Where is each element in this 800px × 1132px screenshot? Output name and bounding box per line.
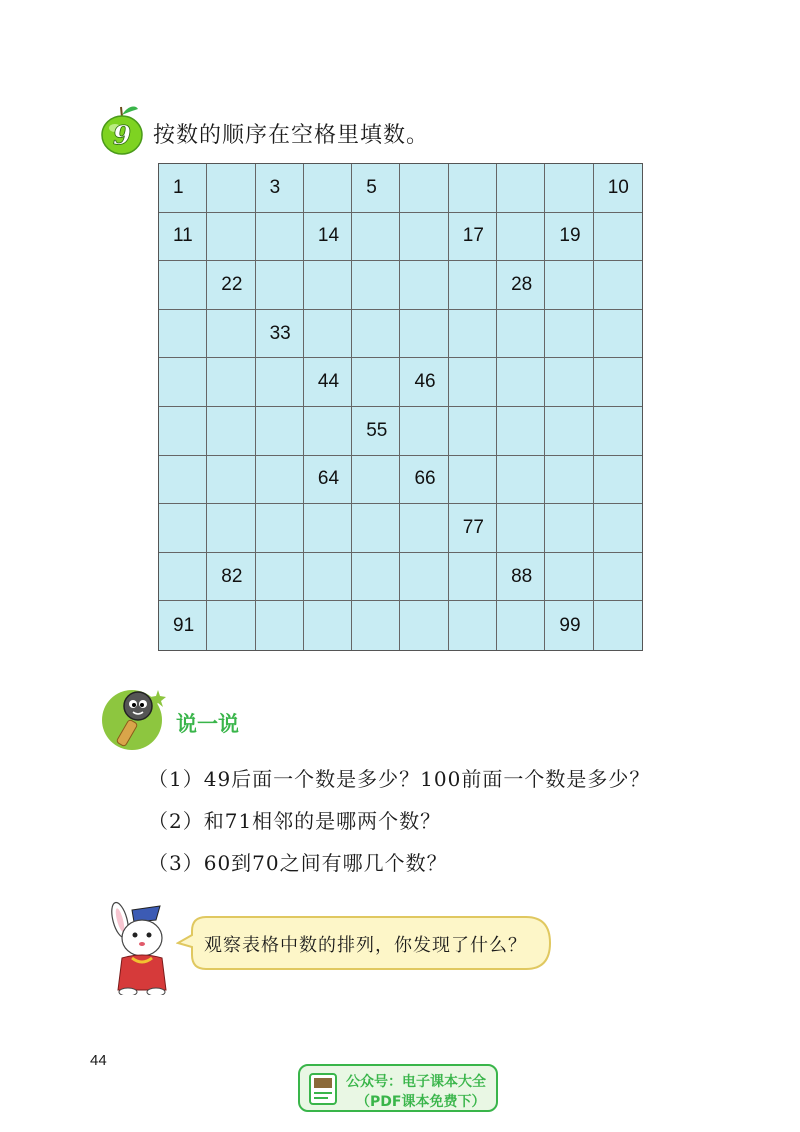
grid-cell — [256, 553, 304, 602]
grid-cell — [304, 164, 352, 213]
grid-cell — [545, 310, 593, 359]
grid-cell — [159, 310, 207, 359]
grid-cell — [304, 553, 352, 602]
grid-cell — [256, 504, 304, 553]
apple-number-icon — [100, 103, 144, 157]
grid-cell — [594, 601, 642, 650]
problem-number: 9 — [112, 121, 132, 151]
grid-cell — [449, 456, 497, 505]
grid-cell — [449, 261, 497, 310]
problem-instruction: 按数的顺序在空格里填数。 — [153, 123, 430, 148]
grid-cell — [497, 407, 545, 456]
grid-cell: 77 — [449, 504, 497, 553]
grid-cell: 17 — [449, 213, 497, 262]
grid-cell — [352, 261, 400, 310]
page-number: 44 — [90, 1052, 107, 1069]
grid-cell — [594, 358, 642, 407]
bubble-text: 观察表格中数的排列，你发现了什么？ — [204, 935, 527, 956]
grid-cell — [256, 456, 304, 505]
grid-cell: 88 — [497, 553, 545, 602]
grid-cell — [545, 261, 593, 310]
grid-cell — [545, 504, 593, 553]
grid-cell — [449, 601, 497, 650]
question-1: （1）49后面一个数是多少？100前面一个数是多少？ — [148, 767, 651, 791]
grid-cell — [256, 261, 304, 310]
grid-cell — [304, 310, 352, 359]
grid-cell: 91 — [159, 601, 207, 650]
grid-cell — [304, 504, 352, 553]
grid-cell — [207, 310, 255, 359]
microphone-mascot-icon — [100, 680, 170, 752]
grid-cell: 44 — [304, 358, 352, 407]
grid-cell — [594, 456, 642, 505]
rabbit-character-icon — [98, 900, 178, 995]
grid-cell: 28 — [497, 261, 545, 310]
grid-cell — [159, 553, 207, 602]
grid-cell — [400, 213, 448, 262]
grid-cell — [304, 407, 352, 456]
grid-cell: 99 — [545, 601, 593, 650]
grid-cell — [594, 407, 642, 456]
grid-cell — [497, 601, 545, 650]
grid-cell — [256, 213, 304, 262]
grid-cell — [400, 553, 448, 602]
grid-cell — [352, 213, 400, 262]
grid-cell — [256, 358, 304, 407]
grid-cell: 5 — [352, 164, 400, 213]
grid-cell — [449, 553, 497, 602]
speak-section-title: 说一说 — [176, 712, 239, 736]
grid-cell — [352, 456, 400, 505]
grid-cell — [497, 456, 545, 505]
grid-cell: 64 — [304, 456, 352, 505]
watermark-line-2: （PDF课本免费下） — [356, 1094, 486, 1110]
grid-cell — [256, 601, 304, 650]
grid-cell — [497, 504, 545, 553]
grid-cell — [400, 407, 448, 456]
grid-cell — [545, 456, 593, 505]
watermark-line-1: 公众号：电子课本大全 — [346, 1074, 486, 1090]
grid-cell: 55 — [352, 407, 400, 456]
watermark — [298, 1064, 498, 1112]
grid-cell — [594, 213, 642, 262]
grid-cell — [449, 407, 497, 456]
grid-cell — [352, 553, 400, 602]
grid-cell — [207, 504, 255, 553]
grid-cell — [159, 358, 207, 407]
number-grid — [158, 163, 643, 651]
grid-cell — [159, 456, 207, 505]
grid-cell — [159, 407, 207, 456]
grid-cell: 10 — [594, 164, 642, 213]
grid-cell — [497, 358, 545, 407]
grid-cell — [594, 553, 642, 602]
grid-cell — [545, 553, 593, 602]
grid-cell — [497, 213, 545, 262]
grid-cell — [449, 310, 497, 359]
grid-cell — [497, 310, 545, 359]
grid-cell — [594, 504, 642, 553]
grid-cell — [207, 601, 255, 650]
grid-cell — [207, 213, 255, 262]
grid-cell: 19 — [545, 213, 593, 262]
question-2: （2）和71相邻的是哪两个数？ — [148, 809, 442, 833]
grid-cell — [207, 456, 255, 505]
grid-cell — [400, 504, 448, 553]
grid-cell: 22 — [207, 261, 255, 310]
grid-cell: 14 — [304, 213, 352, 262]
grid-cell — [207, 358, 255, 407]
question-3: （3）60到70之间有哪几个数？ — [148, 851, 448, 875]
grid-cell — [545, 164, 593, 213]
grid-cell — [400, 261, 448, 310]
grid-cell — [159, 504, 207, 553]
grid-cell — [256, 407, 304, 456]
grid-cell — [304, 261, 352, 310]
grid-cell: 82 — [207, 553, 255, 602]
grid-cell — [400, 310, 448, 359]
grid-cell — [352, 601, 400, 650]
grid-cell: 3 — [256, 164, 304, 213]
grid-cell — [207, 407, 255, 456]
grid-cell — [449, 164, 497, 213]
grid-cell — [497, 164, 545, 213]
grid-cell — [594, 310, 642, 359]
grid-cell — [449, 358, 497, 407]
grid-cell: 66 — [400, 456, 448, 505]
grid-cell: 33 — [256, 310, 304, 359]
grid-cell — [159, 261, 207, 310]
grid-cell — [545, 358, 593, 407]
grid-cell — [400, 601, 448, 650]
grid-cell: 11 — [159, 213, 207, 262]
grid-cell — [304, 601, 352, 650]
grid-cell — [207, 164, 255, 213]
book-icon — [308, 1072, 338, 1106]
grid-cell: 46 — [400, 358, 448, 407]
grid-cell — [400, 164, 448, 213]
grid-cell — [352, 504, 400, 553]
grid-cell: 1 — [159, 164, 207, 213]
grid-cell — [352, 358, 400, 407]
grid-cell — [352, 310, 400, 359]
grid-cell — [594, 261, 642, 310]
grid-cell — [545, 407, 593, 456]
